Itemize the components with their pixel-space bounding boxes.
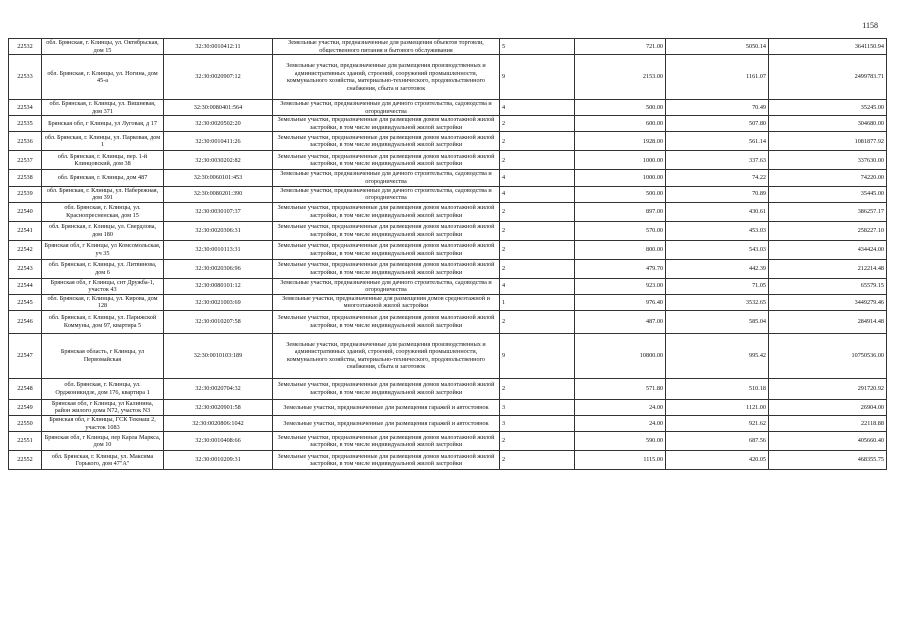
cell-number: 22532 xyxy=(9,39,42,55)
table-row xyxy=(9,170,887,186)
cell-land-use: Земельные участки, предназначенные для дачного строительства, садоводства и огородничества xyxy=(273,278,500,294)
cell-address: обл. Брянская, г. Клинцы, ул. Кирова, дом 128 xyxy=(42,294,164,310)
cell-address: обл. Брянская, г. Клинцы, ул. Ногина, дом 45-а xyxy=(42,55,164,100)
cell-cadastral-value: 258227.10 xyxy=(769,221,887,240)
cell-specific-value: 70.89 xyxy=(666,186,769,202)
cell-address: обл. Брянская, г. Клинцы, ул. Вишневая, дом 371 xyxy=(42,100,164,116)
cell-area: 500.00 xyxy=(575,186,666,202)
cell-specific-value: 74.22 xyxy=(666,170,769,186)
cell-number: 22551 xyxy=(9,432,42,451)
table-row xyxy=(9,116,887,132)
table-row xyxy=(9,333,887,378)
cell-land-use: Земельные участки, предназначенные для дачного строительства, садоводства и огородничества xyxy=(273,100,500,116)
cell-number: 22547 xyxy=(9,333,42,378)
cell-cadastral-number: 32:30:0021003:69 xyxy=(164,294,273,310)
cell-address: обл. Брянская, г. Клинцы, ул. Свердлова, дом 180 xyxy=(42,221,164,240)
table-body xyxy=(9,39,887,470)
cell-cadastral-value: 2499783.71 xyxy=(769,55,887,100)
cell-area: 1000.00 xyxy=(575,151,666,170)
cell-group: 3 xyxy=(500,399,575,415)
cell-cadastral-number: 32:30:0020704:32 xyxy=(164,378,273,399)
cell-specific-value: 1121.00 xyxy=(666,399,769,415)
cell-group: 2 xyxy=(500,116,575,132)
cell-land-use: Земельные участки, предназначенные для размещения производственных и административных зданий, строений, сооружений промышленности, коммунального хозяйства, материально-технического, продовольственного снабжения, сбыта и заготовок xyxy=(273,55,500,100)
cell-specific-value: 3532.65 xyxy=(666,294,769,310)
table-row xyxy=(9,416,887,432)
cell-land-use: Земельные участки, предназначенные для размещения домов малоэтажной жилой застройки, в том числе индивидуальной жилой застройки xyxy=(273,240,500,259)
cell-specific-value: 585.04 xyxy=(666,310,769,333)
cell-number: 22542 xyxy=(9,240,42,259)
table-row xyxy=(9,202,887,221)
cell-area: 2153.00 xyxy=(575,55,666,100)
cell-area: 1000.00 xyxy=(575,170,666,186)
cell-specific-value: 543.03 xyxy=(666,240,769,259)
cell-address: обл. Брянская, г. Клинцы, ул. Набережная, дом 391 xyxy=(42,186,164,202)
cell-specific-value: 71.05 xyxy=(666,278,769,294)
cell-cadastral-number: 32:30:0020901:58 xyxy=(164,399,273,415)
cell-cadastral-value: 337630.00 xyxy=(769,151,887,170)
cell-number: 22546 xyxy=(9,310,42,333)
cell-address: Брянская обл, г Клинцы, ул Комсомольская, уч 35 xyxy=(42,240,164,259)
cell-address: обл. Брянская, г. Клинцы, пер. 1-й Клинцовский, дом 38 xyxy=(42,151,164,170)
cell-cadastral-value: 386257.17 xyxy=(769,202,887,221)
cell-cadastral-value: 468355.75 xyxy=(769,451,887,470)
cell-area: 570.00 xyxy=(575,221,666,240)
cell-address: Брянская область, г Клинцы, ул Первомайская xyxy=(42,333,164,378)
cell-land-use: Земельные участки, предназначенные для размещения гаражей и автостоянок xyxy=(273,399,500,415)
cell-area: 571.80 xyxy=(575,378,666,399)
cell-cadastral-number: 32:30:0010207:58 xyxy=(164,310,273,333)
cell-specific-value: 507.80 xyxy=(666,116,769,132)
cell-group: 2 xyxy=(500,451,575,470)
cell-cadastral-number: 32:30:0080201:390 xyxy=(164,186,273,202)
cell-area: 1115.00 xyxy=(575,451,666,470)
cell-address: Брянская обл, г Клинцы, ул Луговая, д 17 xyxy=(42,116,164,132)
cell-area: 800.00 xyxy=(575,240,666,259)
cell-number: 22533 xyxy=(9,55,42,100)
cell-address: обл. Брянская, г. Клинцы, ул. Литвинова, дом 6 xyxy=(42,259,164,278)
cell-area: 590.00 xyxy=(575,432,666,451)
cell-land-use: Земельные участки, предназначенные для размещения домов малоэтажной жилой застройки, в том числе индивидуальной жилой застройки xyxy=(273,432,500,451)
table-row xyxy=(9,294,887,310)
cell-area: 897.00 xyxy=(575,202,666,221)
cell-group: 4 xyxy=(500,170,575,186)
cell-land-use: Земельные участки, предназначенные для размещения домов малоэтажной жилой застройки, в том числе индивидуальной жилой застройки xyxy=(273,202,500,221)
cell-number: 22541 xyxy=(9,221,42,240)
table-row xyxy=(9,451,887,470)
cell-cadastral-value: 10750536.00 xyxy=(769,333,887,378)
cell-cadastral-value: 291720.92 xyxy=(769,378,887,399)
cell-cadastral-number: 32:30:0010103:189 xyxy=(164,333,273,378)
cell-number: 22537 xyxy=(9,151,42,170)
cell-address: обл. Брянская, г. Клинцы, ул. Парижской Коммуны, дом 97, квартира 5 xyxy=(42,310,164,333)
cell-group: 2 xyxy=(500,432,575,451)
cell-group: 2 xyxy=(500,132,575,151)
table-row xyxy=(9,259,887,278)
table-row xyxy=(9,100,887,116)
cell-cadastral-value: 405660.40 xyxy=(769,432,887,451)
cell-number: 22544 xyxy=(9,278,42,294)
cell-number: 22543 xyxy=(9,259,42,278)
cell-cadastral-value: 35245.00 xyxy=(769,100,887,116)
cell-group: 2 xyxy=(500,378,575,399)
table-row xyxy=(9,132,887,151)
cell-land-use: Земельные участки, предназначенные для размещения домов среднеэтажной и многоэтажной жилой застройки xyxy=(273,294,500,310)
cell-specific-value: 995.42 xyxy=(666,333,769,378)
cadastral-value-table xyxy=(8,38,887,470)
cell-land-use: Земельные участки, предназначенные для дачного строительства, садоводства и огородничества xyxy=(273,170,500,186)
cell-specific-value: 510.18 xyxy=(666,378,769,399)
cell-area: 976.40 xyxy=(575,294,666,310)
cell-cadastral-number: 32:30:0060101:453 xyxy=(164,170,273,186)
cell-land-use: Земельные участки, предназначенные для размещения объектов торговли, общественного питания и бытового обслуживания xyxy=(273,39,500,55)
cell-land-use: Земельные участки, предназначенные для размещения домов малоэтажной жилой застройки, в том числе индивидуальной жилой застройки xyxy=(273,451,500,470)
cell-address: обл. Брянская, г. Клинцы, ул. Орджоникидзе, дом 176, квартира 1 xyxy=(42,378,164,399)
cell-number: 22535 xyxy=(9,116,42,132)
cell-group: 2 xyxy=(500,151,575,170)
cell-group: 4 xyxy=(500,186,575,202)
cell-specific-value: 1161.07 xyxy=(666,55,769,100)
cell-cadastral-value: 284914.48 xyxy=(769,310,887,333)
cell-number: 22540 xyxy=(9,202,42,221)
cell-number: 22538 xyxy=(9,170,42,186)
cell-group: 2 xyxy=(500,259,575,278)
cell-cadastral-value: 434424.00 xyxy=(769,240,887,259)
cell-cadastral-value: 22118.88 xyxy=(769,416,887,432)
table-row xyxy=(9,221,887,240)
cell-cadastral-value: 65579.15 xyxy=(769,278,887,294)
cell-land-use: Земельные участки, предназначенные для размещения домов малоэтажной жилой застройки, в том числе индивидуальной жилой застройки xyxy=(273,259,500,278)
cell-group: 2 xyxy=(500,202,575,221)
cell-specific-value: 687.56 xyxy=(666,432,769,451)
table-row xyxy=(9,186,887,202)
cell-land-use: Земельные участки, предназначенные для размещения гаражей и автостоянок xyxy=(273,416,500,432)
cell-cadastral-number: 32:30:0010408:66 xyxy=(164,432,273,451)
cell-land-use: Земельные участки, предназначенные для размещения домов малоэтажной жилой застройки, в том числе индивидуальной жилой застройки xyxy=(273,310,500,333)
cell-land-use: Земельные участки, предназначенные для размещения домов малоэтажной жилой застройки, в том числе индивидуальной жилой застройки xyxy=(273,151,500,170)
table-row xyxy=(9,240,887,259)
cell-cadastral-number: 32:30:0010412:11 xyxy=(164,39,273,55)
page-number: 1158 xyxy=(862,21,878,30)
table-row xyxy=(9,278,887,294)
table-row xyxy=(9,151,887,170)
cell-specific-value: 921.62 xyxy=(666,416,769,432)
cell-address: обл. Брянская, г. Клинцы, ул. Краснопресненская, дом 15 xyxy=(42,202,164,221)
cell-group: 4 xyxy=(500,100,575,116)
table-row xyxy=(9,378,887,399)
cell-group: 3 xyxy=(500,416,575,432)
cell-area: 600.00 xyxy=(575,116,666,132)
cell-specific-value: 5050.14 xyxy=(666,39,769,55)
cell-address: Брянская обл, г Клинцы, ул Калинина, район жилого дома N72, участок N3 xyxy=(42,399,164,415)
table-row xyxy=(9,432,887,451)
cell-land-use: Земельные участки, предназначенные для дачного строительства, садоводства и огородничества xyxy=(273,186,500,202)
cell-cadastral-number: 32:30:0020907:12 xyxy=(164,55,273,100)
cell-address: обл. Брянская, г. Клинцы, ул. Максима Горького, дом 47"А" xyxy=(42,451,164,470)
cell-cadastral-value: 212214.48 xyxy=(769,259,887,278)
cell-number: 22545 xyxy=(9,294,42,310)
cell-group: 2 xyxy=(500,240,575,259)
cell-address: Брянская обл, г Клинцы, снт Дружба-1, участок 43 xyxy=(42,278,164,294)
cell-cadastral-number: 32:30:0020502:20 xyxy=(164,116,273,132)
cell-cadastral-number: 32:30:0030202:82 xyxy=(164,151,273,170)
cell-land-use: Земельные участки, предназначенные для размещения домов малоэтажной жилой застройки, в том числе индивидуальной жилой застройки xyxy=(273,116,500,132)
cell-area: 24.00 xyxy=(575,399,666,415)
cell-area: 1928.00 xyxy=(575,132,666,151)
cell-group: 2 xyxy=(500,310,575,333)
cell-group: 5 xyxy=(500,39,575,55)
cell-land-use: Земельные участки, предназначенные для размещения домов малоэтажной жилой застройки, в том числе индивидуальной жилой застройки xyxy=(273,378,500,399)
cell-cadastral-value: 3641150.94 xyxy=(769,39,887,55)
cell-number: 22550 xyxy=(9,416,42,432)
cell-address: Брянская обл, г Клинцы, пер Карла Маркса, дом 10 xyxy=(42,432,164,451)
cell-specific-value: 70.49 xyxy=(666,100,769,116)
cell-address: Брянская обл, г Клинцы, ГСК Текмаш 2, участок 1083 xyxy=(42,416,164,432)
cell-cadastral-number: 32:30:0080101:12 xyxy=(164,278,273,294)
cell-cadastral-value: 74220.00 xyxy=(769,170,887,186)
cell-land-use: Земельные участки, предназначенные для размещения производственных и административных зданий, строений, сооружений промышленности, коммунального хозяйства, материально-технического, продовольственного снабжения, сбыта и заготовок xyxy=(273,333,500,378)
cell-area: 479.70 xyxy=(575,259,666,278)
cell-land-use: Земельные участки, предназначенные для размещения домов малоэтажной жилой застройки, в том числе индивидуальной жилой застройки xyxy=(273,132,500,151)
cell-cadastral-number: 32:30:0020306:31 xyxy=(164,221,273,240)
cell-group: 9 xyxy=(500,55,575,100)
cell-area: 24.00 xyxy=(575,416,666,432)
cell-group: 9 xyxy=(500,333,575,378)
cell-cadastral-number: 32:30:0010411:26 xyxy=(164,132,273,151)
cell-cadastral-value: 3449279.46 xyxy=(769,294,887,310)
cell-address: обл. Брянская, г. Клинцы, ул. Парковая, дом 1 xyxy=(42,132,164,151)
cell-specific-value: 453.03 xyxy=(666,221,769,240)
cell-specific-value: 337.63 xyxy=(666,151,769,170)
cell-cadastral-value: 26904.00 xyxy=(769,399,887,415)
cell-cadastral-number: 32:30:0020806:1042 xyxy=(164,416,273,432)
cell-number: 22534 xyxy=(9,100,42,116)
cell-specific-value: 420.05 xyxy=(666,451,769,470)
cell-cadastral-value: 304680.00 xyxy=(769,116,887,132)
cell-number: 22549 xyxy=(9,399,42,415)
table-row xyxy=(9,55,887,100)
cell-area: 10800.00 xyxy=(575,333,666,378)
cell-group: 1 xyxy=(500,294,575,310)
cell-number: 22536 xyxy=(9,132,42,151)
cell-area: 500.00 xyxy=(575,100,666,116)
cell-address: обл. Брянская, г. Клинцы, дом 487 xyxy=(42,170,164,186)
table-row xyxy=(9,39,887,55)
cell-cadastral-number: 32:30:0010113:31 xyxy=(164,240,273,259)
cell-area: 721.00 xyxy=(575,39,666,55)
table-row xyxy=(9,399,887,415)
cell-specific-value: 430.61 xyxy=(666,202,769,221)
cell-cadastral-value: 35445.00 xyxy=(769,186,887,202)
cell-cadastral-number: 32:30:0010209:31 xyxy=(164,451,273,470)
cell-specific-value: 442.39 xyxy=(666,259,769,278)
cell-cadastral-number: 32:30:0020306:96 xyxy=(164,259,273,278)
cell-group: 2 xyxy=(500,221,575,240)
cell-address: обл. Брянская, г. Клинцы, ул. Октябрьская, дом 15 xyxy=(42,39,164,55)
cell-number: 22539 xyxy=(9,186,42,202)
cell-number: 22552 xyxy=(9,451,42,470)
cell-cadastral-number: 32:30:0080401:564 xyxy=(164,100,273,116)
cell-area: 923.00 xyxy=(575,278,666,294)
cell-area: 487.00 xyxy=(575,310,666,333)
cell-group: 4 xyxy=(500,278,575,294)
cell-cadastral-number: 32:30:0030107:37 xyxy=(164,202,273,221)
cell-land-use: Земельные участки, предназначенные для размещения домов малоэтажной жилой застройки, в том числе индивидуальной жилой застройки xyxy=(273,221,500,240)
table-row xyxy=(9,310,887,333)
cell-cadastral-value: 1081877.92 xyxy=(769,132,887,151)
cell-specific-value: 561.14 xyxy=(666,132,769,151)
cell-number: 22548 xyxy=(9,378,42,399)
